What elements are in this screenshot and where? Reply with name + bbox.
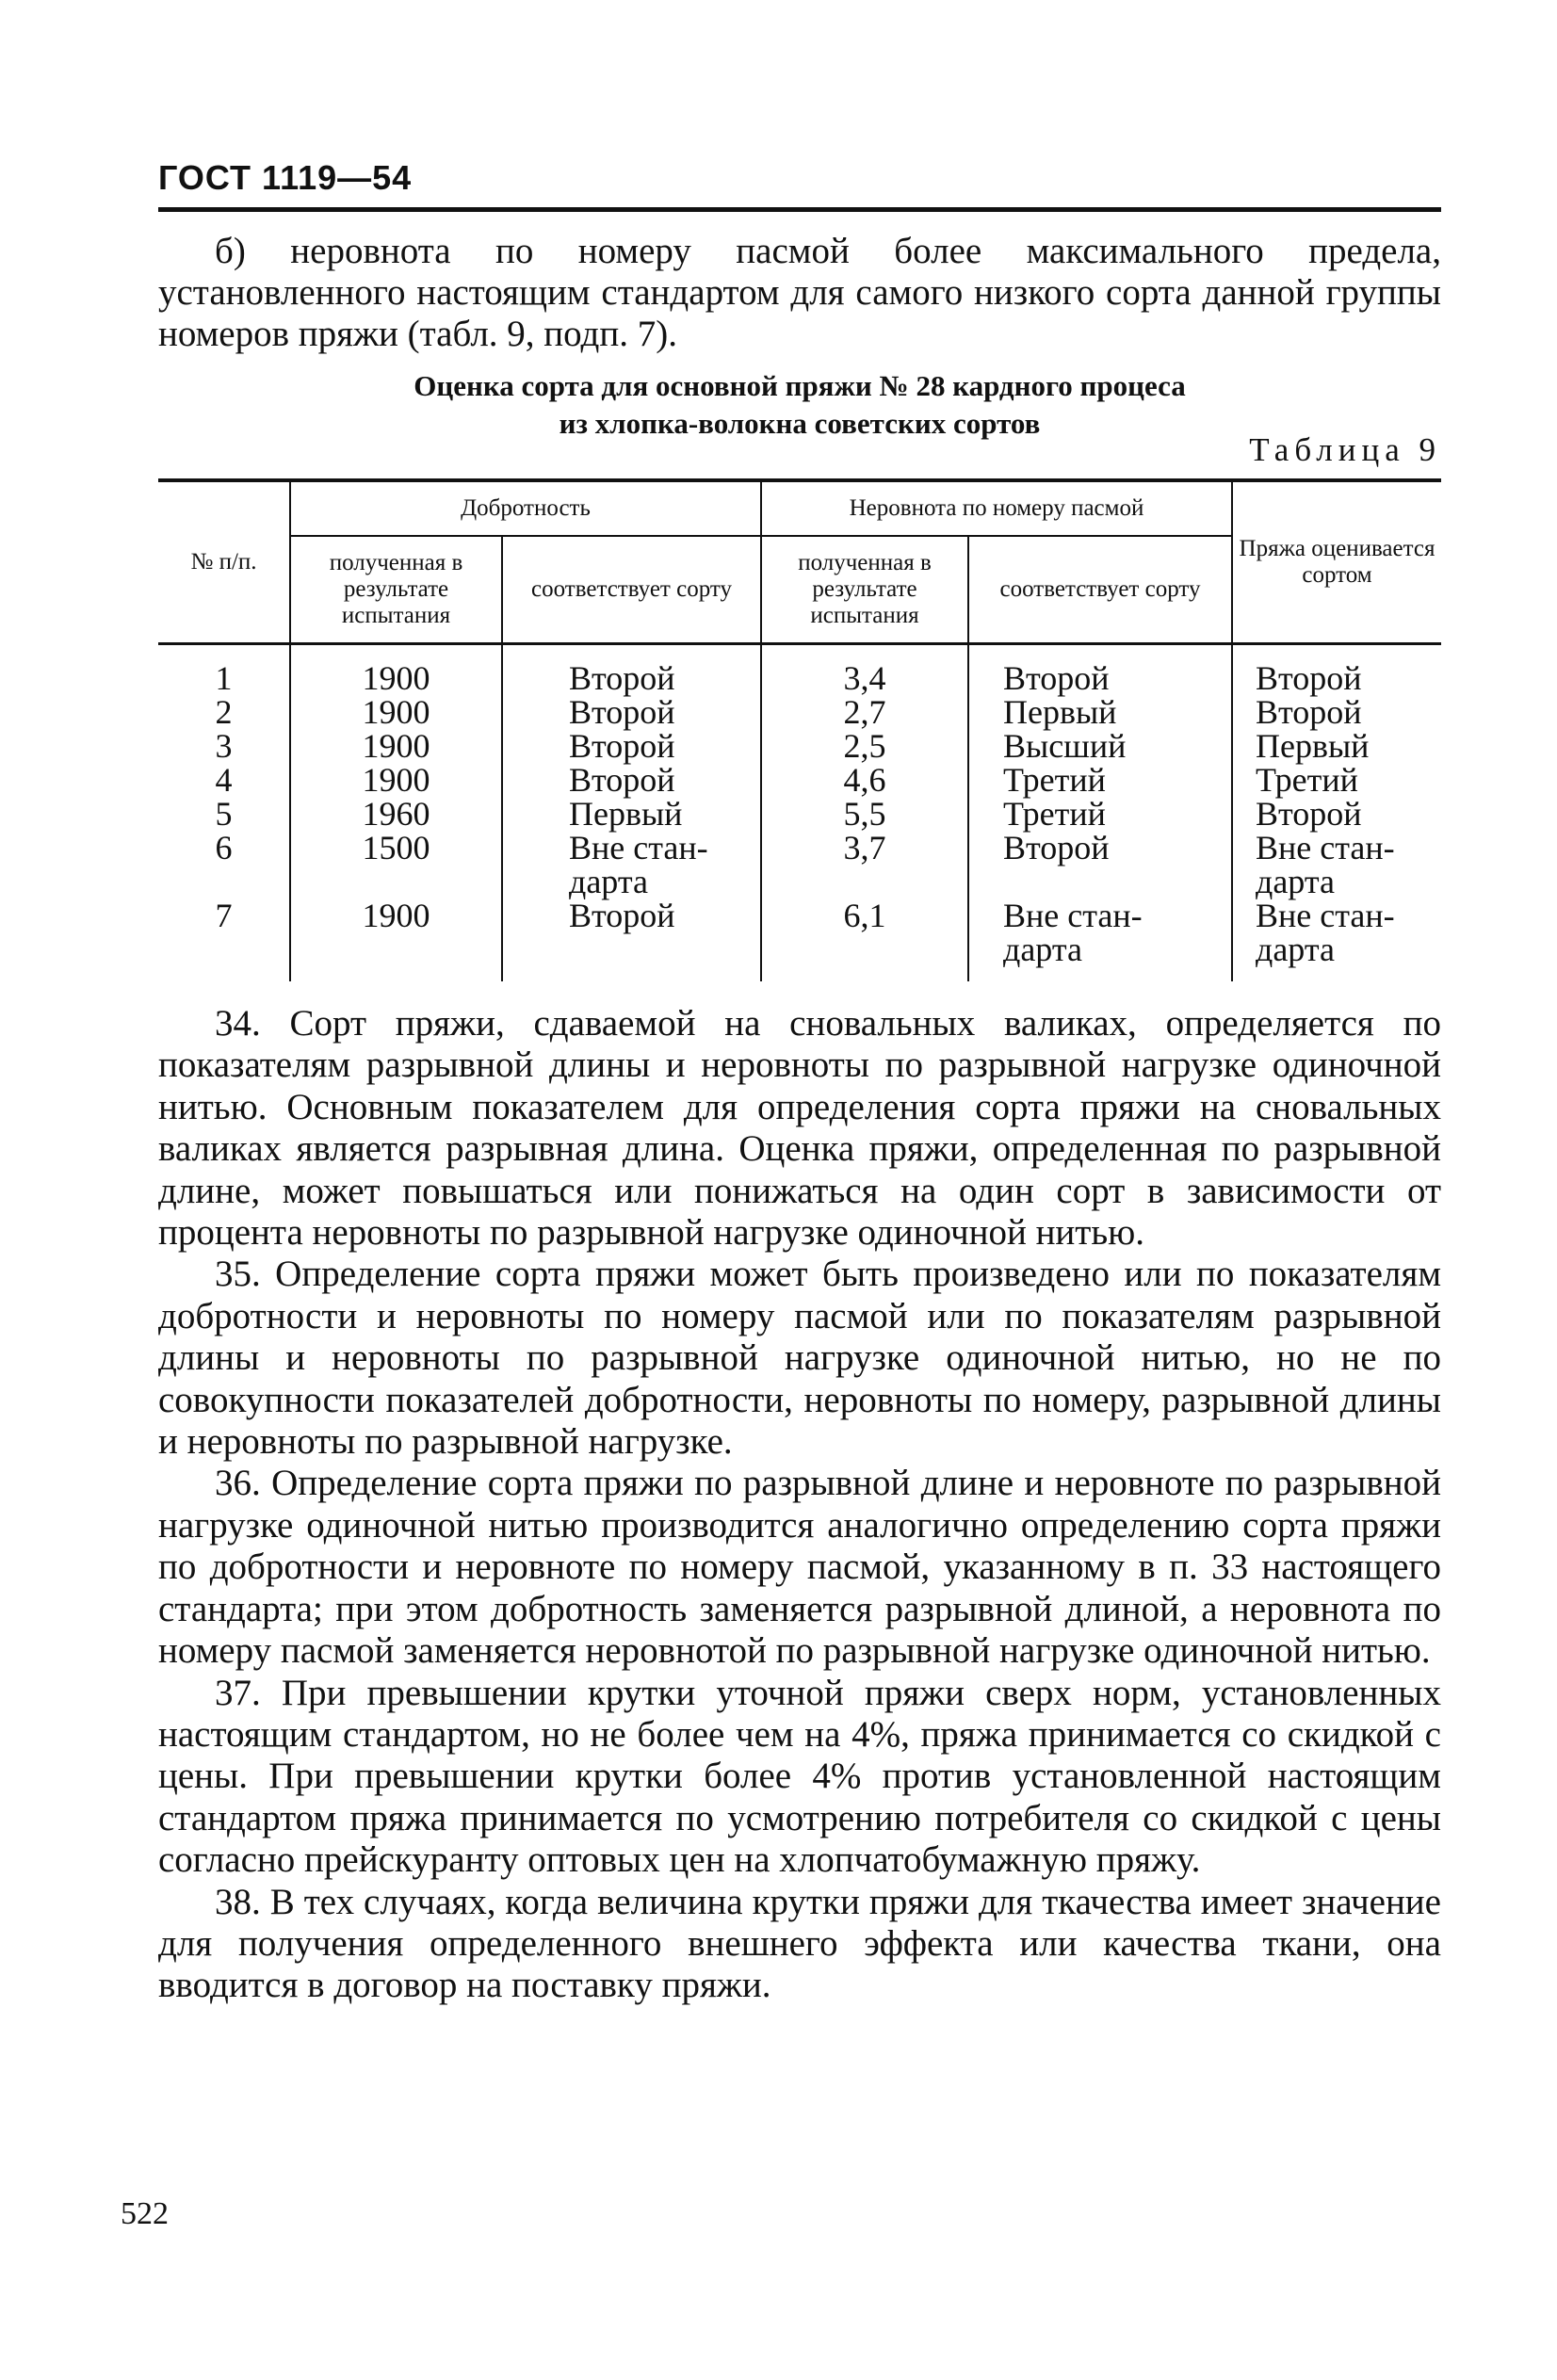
table-row <box>158 729 1441 763</box>
header-quality-matches: соответствует сорту <box>502 536 761 642</box>
cell-unevenness-obtained <box>761 695 968 729</box>
body-text <box>158 1003 1441 2007</box>
table-caption-line1: Оценка сорта для основной пряжи № 28 кардного процеса <box>414 369 1186 402</box>
cell-grade-text-line2: дарта <box>1256 931 1335 968</box>
cell-quality-obtained <box>290 729 502 763</box>
header-grade: Пряжа оценивается сортом <box>1232 482 1441 642</box>
cell-quality-obtained-text: 1960 <box>362 795 430 833</box>
cell-grade <box>1232 763 1441 797</box>
table-row <box>158 642 1441 695</box>
cell-grade-text: Третий <box>1256 761 1358 799</box>
header-number: № п/п. <box>158 482 290 642</box>
cell-number <box>158 831 290 899</box>
header-quality-obtained: полученная в результате испытания <box>290 536 502 642</box>
cell-unevenness-matches <box>968 695 1232 729</box>
cell-quality-matches-text-line2: дарта <box>569 863 648 900</box>
cell-number-text: 5 <box>215 795 233 833</box>
cell-quality-matches <box>502 642 761 695</box>
cell-quality-obtained-text: 1900 <box>362 659 430 697</box>
intro-paragraph: б) неровнота по номеру пасмой более максимального предела, установленного настоящим стандартом для самого низкого сорта данной группы номеров пряжи (табл. 9, подп. 7). <box>158 231 1441 354</box>
cell-unevenness-obtained <box>761 763 968 797</box>
paragraph-36: 36. Определение сорта пряжи по разрывной длине и неровноте по разрывной нагрузке одиночной нитью производится аналогично определению сорта пряжи по добротности и неровноте по номеру пасмой, указанному в п. 33 настоящего стандарта; при этом добротность заменяется разрывной длиной, а неровнота по номеру пасмой заменяется неровнотой по разрывной нагрузке одиночной нитью. <box>158 1463 1441 1672</box>
cell-number-text: 7 <box>215 897 233 934</box>
intro-section <box>158 231 1441 355</box>
cell-quality-matches <box>502 899 761 981</box>
cell-quality-obtained-text: 1900 <box>362 897 430 934</box>
table-row <box>158 899 1441 981</box>
table-label: Таблица 9 <box>1249 431 1441 468</box>
cell-number-text: 1 <box>215 659 233 697</box>
table-caption-line2: из хлопка-волокна советских сортов <box>559 407 1041 440</box>
header-unevenness-matches: соответствует сорту <box>968 536 1232 642</box>
paragraph-37: 37. При превышении крутки уточной пряжи сверх норм, установленных настоящим стандартом, но не более чем на 4%, пряжа принимается со скидкой с цены. При превышении крутки более 4% против установленной настоящим стандартом пряжа принимается по усмотрению потребителя со скидкой с цены согласно прейскуранту оптовых цен на хлопчатобумажную пряжу. <box>158 1672 1441 1881</box>
cell-unevenness-obtained <box>761 797 968 831</box>
table-top-rule <box>158 478 1441 482</box>
cell-unevenness-matches-text: Высший <box>1003 727 1127 765</box>
cell-quality-matches <box>502 797 761 831</box>
cell-unevenness-matches <box>968 642 1232 695</box>
header-group-quality: Добротность <box>290 482 761 536</box>
cell-quality-obtained-text: 1900 <box>362 761 430 799</box>
cell-quality-matches-text: Первый <box>569 795 683 833</box>
cell-number <box>158 642 290 695</box>
table-row <box>158 763 1441 797</box>
cell-unevenness-matches-text: Второй <box>1003 829 1110 866</box>
cell-unevenness-obtained-text: 2,5 <box>843 727 886 765</box>
cell-unevenness-matches <box>968 831 1232 899</box>
cell-unevenness-obtained <box>761 729 968 763</box>
cell-unevenness-obtained <box>761 831 968 899</box>
table-header-rule <box>158 642 1441 645</box>
table-body <box>158 642 1441 981</box>
cell-grade <box>1232 695 1441 729</box>
cell-quality-matches-text: Второй <box>569 897 675 934</box>
table-row <box>158 831 1441 899</box>
cell-grade-text: Второй <box>1256 659 1362 697</box>
cell-grade <box>1232 831 1441 899</box>
cell-quality-matches <box>502 695 761 729</box>
cell-quality-obtained <box>290 695 502 729</box>
cell-number-text: 3 <box>215 727 233 765</box>
cell-unevenness-matches-text: Первый <box>1003 693 1117 731</box>
cell-grade-text: Вне стан- <box>1256 897 1395 934</box>
paragraph-35: 35. Определение сорта пряжи может быть произведено или по показателям добротности и неровноты по номеру пасмой или по показателям разрывной длины и неровноты по разрывной нагрузке одиночной нитью, но не по совокупности показателей добротности, неровноты по номеру, разрывной длины и неровноты по разрывной нагрузке. <box>158 1254 1441 1463</box>
cell-quality-obtained <box>290 642 502 695</box>
cell-number-text: 4 <box>215 761 233 799</box>
cell-unevenness-obtained <box>761 899 968 981</box>
cell-quality-matches-text: Вне стан- <box>569 829 708 866</box>
cell-unevenness-obtained-text: 3,7 <box>843 829 886 866</box>
cell-quality-obtained-text: 1900 <box>362 727 430 765</box>
cell-grade <box>1232 899 1441 981</box>
paragraph-38: 38. В тех случаях, когда величина крутки пряжи для ткачества имеет значение для получения определенного внешнего эффекта или качества ткани, она вводится в договор на поставку пряжи. <box>158 1881 1441 2006</box>
cell-number <box>158 695 290 729</box>
paragraph-34: 34. Сорт пряжи, сдаваемой на сновальных валиках, определяется по показателям разрывной длины и неровноты по разрывной нагрузке одиночной нитью. Основным показателем для определения сорта пряжи на сновальных валиках является разрывная длина. Оценка пряжи, определенная по разрывной длине, может повышаться или понижаться на один сорт в зависимости от процента неровноты по разрывной нагрузке одиночной нитью. <box>158 1003 1441 1254</box>
cell-grade-text: Вне стан- <box>1256 829 1395 866</box>
cell-quality-obtained-text: 1900 <box>362 693 430 731</box>
cell-quality-matches-text: Второй <box>569 761 675 799</box>
cell-quality-matches-text: Второй <box>569 659 675 697</box>
cell-quality-matches-text: Второй <box>569 693 675 731</box>
cell-unevenness-obtained-text: 4,6 <box>843 761 886 799</box>
cell-grade <box>1232 797 1441 831</box>
cell-number <box>158 899 290 981</box>
cell-quality-matches-text: Второй <box>569 727 675 765</box>
document-header: ГОСТ 1119—54 <box>158 158 413 197</box>
cell-quality-obtained <box>290 899 502 981</box>
cell-number <box>158 729 290 763</box>
grade-table <box>158 482 1441 981</box>
table-row <box>158 695 1441 729</box>
cell-number <box>158 763 290 797</box>
cell-quality-obtained-text: 1500 <box>362 829 430 866</box>
cell-grade-text: Второй <box>1256 693 1362 731</box>
cell-unevenness-matches <box>968 763 1232 797</box>
cell-number-text: 2 <box>215 693 233 731</box>
cell-grade-text: Первый <box>1256 727 1370 765</box>
cell-unevenness-matches-text: Третий <box>1003 795 1106 833</box>
cell-unevenness-matches <box>968 729 1232 763</box>
cell-unevenness-matches-text: Третий <box>1003 761 1106 799</box>
cell-unevenness-obtained-text: 3,4 <box>843 659 886 697</box>
cell-quality-matches <box>502 831 761 899</box>
cell-unevenness-obtained-text: 2,7 <box>843 693 886 731</box>
header-group-unevenness: Неровнота по номеру пасмой <box>761 482 1232 536</box>
cell-quality-obtained <box>290 831 502 899</box>
table-row <box>158 797 1441 831</box>
cell-unevenness-matches-text: Вне стан- <box>1003 897 1143 934</box>
header-unevenness-obtained: полученная в результате испытания <box>761 536 968 642</box>
cell-number-text: 6 <box>215 829 233 866</box>
cell-unevenness-matches <box>968 899 1232 981</box>
cell-unevenness-matches-text: Второй <box>1003 659 1110 697</box>
cell-grade <box>1232 729 1441 763</box>
cell-unevenness-obtained <box>761 642 968 695</box>
cell-quality-matches <box>502 729 761 763</box>
cell-unevenness-obtained-text: 5,5 <box>843 795 886 833</box>
cell-grade-text: Второй <box>1256 795 1362 833</box>
header-rule <box>158 207 1441 212</box>
cell-quality-matches <box>502 763 761 797</box>
cell-quality-obtained <box>290 797 502 831</box>
cell-number <box>158 797 290 831</box>
cell-unevenness-obtained-text: 6,1 <box>843 897 886 934</box>
cell-unevenness-matches <box>968 797 1232 831</box>
page-number: 522 <box>121 2196 169 2231</box>
cell-grade <box>1232 642 1441 695</box>
cell-grade-text-line2: дарта <box>1256 863 1335 900</box>
cell-unevenness-matches-text-line2: дарта <box>1003 931 1082 968</box>
cell-quality-obtained <box>290 763 502 797</box>
